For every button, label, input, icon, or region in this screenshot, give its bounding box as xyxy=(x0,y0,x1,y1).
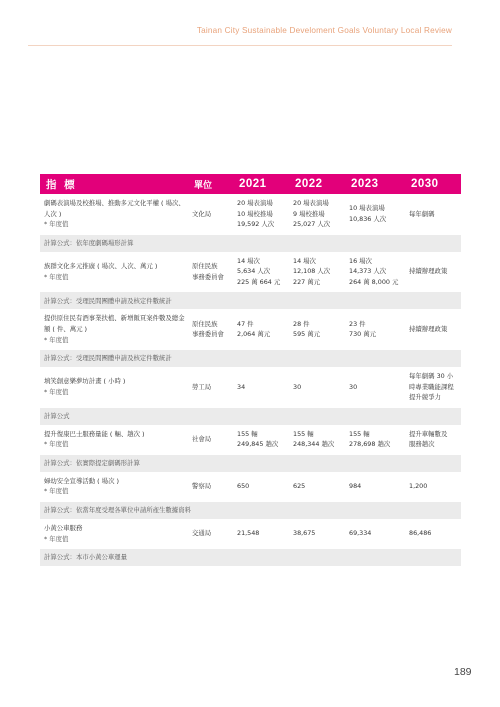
cell-2022: 38,675 xyxy=(291,519,347,549)
cell-2022: 625 xyxy=(291,472,347,502)
cell-2023: 10 場表演場 10,836 人次 xyxy=(347,194,407,234)
cell-unit: 文化局 xyxy=(190,194,235,234)
indicator-note: * 年度值 xyxy=(44,335,69,344)
table-body xyxy=(40,194,461,566)
page-number: 189 xyxy=(454,666,472,678)
formula-row xyxy=(40,407,461,425)
formula-text: 計算公式：受理民間團體申請及核定件數統計 xyxy=(40,350,461,368)
cell-2021: 155 輛 249,845 趟次 xyxy=(235,425,291,455)
cell-indicator xyxy=(40,252,190,292)
cell-unit: 勞工局 xyxy=(190,367,235,407)
formula-row xyxy=(40,292,461,310)
formula-row xyxy=(40,454,461,472)
cell-2023: 155 輛 278,698 趟次 xyxy=(347,425,407,455)
cell-2030: 持續辦理政策 xyxy=(407,252,461,292)
column-header-unit: 單位 xyxy=(190,174,235,194)
cell-2022: 20 場表演場 9 場校推場 25,027 人次 xyxy=(291,194,347,234)
cell-unit: 原住民族 事務委員會 xyxy=(190,309,235,349)
indicator-name: 婦幼安全宣導活動 ( 場次 ) xyxy=(44,476,119,485)
formula-text: 計算公式：依實際提定劇碼形計算 xyxy=(40,454,461,472)
indicator-name: 族群文化多元推廣 ( 場次、人次、萬元 ) xyxy=(44,261,158,270)
cell-2030: 86,486 xyxy=(407,519,461,549)
cell-indicator xyxy=(40,309,190,349)
indicator-name: 提升復康巴士服務量能 ( 輛、趟次 ) xyxy=(44,429,145,438)
column-header-2030: 2030 xyxy=(407,174,461,194)
formula-text: 計算公式：受理民間團體申請及核定件數統計 xyxy=(40,292,461,310)
formula-row xyxy=(40,350,461,368)
indicator-note: * 年度值 xyxy=(44,272,69,281)
formula-row xyxy=(40,234,461,252)
cell-2030: 1,200 xyxy=(407,472,461,502)
cell-2030: 每年劇碼 30 小 時專業職能課程 提升競爭力 xyxy=(407,367,461,407)
formula-text: 計算公式：依當年度受理各單位申請所產生數據資料 xyxy=(40,502,461,520)
table-row xyxy=(40,194,461,234)
table-row xyxy=(40,367,461,407)
formula-row xyxy=(40,549,461,567)
cell-2021: 650 xyxy=(235,472,291,502)
formula-text: 計算公式：本市小黃公車運量 xyxy=(40,549,461,567)
indicator-name: 劇碼表演場及校推場、推動多元文化平權 ( 場次、人次 ) xyxy=(44,199,185,218)
cell-unit: 原住民族 事務委員會 xyxy=(190,252,235,292)
indicator-name: 填笑創意樂夢坊計畫 ( 小時 ) xyxy=(44,377,126,386)
cell-2021: 14 場次 5,634 人次 225 萬 664 元 xyxy=(235,252,291,292)
cell-2030: 每年劇碼 xyxy=(407,194,461,234)
indicator-note: * 年度值 xyxy=(44,487,69,496)
cell-2021: 21,548 xyxy=(235,519,291,549)
column-header-2022: 2022 xyxy=(291,174,347,194)
indicator-name: 提供原住民有酒事業扶植、新增飯頁案件數及總金額 ( 件、萬元 ) xyxy=(44,314,185,333)
table-row xyxy=(40,472,461,502)
cell-2023: 984 xyxy=(347,472,407,502)
formula-text: 計算公式：依年度劇碼場形計算 xyxy=(40,234,461,252)
indicator-note: * 年度值 xyxy=(44,220,69,229)
cell-indicator xyxy=(40,425,190,455)
cell-2030: 持續辦理政策 xyxy=(407,309,461,349)
cell-2023: 69,334 xyxy=(347,519,407,549)
cell-2023: 16 場次 14,373 人次 264 萬 8,000 元 xyxy=(347,252,407,292)
running-header-title: Tainan City Sustainable Develoment Goals Voluntary Local Review xyxy=(196,26,452,35)
cell-2021: 20 場表演場 10 場校推場 19,592 人次 xyxy=(235,194,291,234)
cell-2022: 28 件 595 萬元 xyxy=(291,309,347,349)
formula-text: 計算公式 xyxy=(40,407,461,425)
header-divider xyxy=(28,45,452,46)
column-header-2021: 2021 xyxy=(235,174,291,194)
formula-row xyxy=(40,502,461,520)
cell-indicator xyxy=(40,194,190,234)
cell-2023: 23 件 730 萬元 xyxy=(347,309,407,349)
table-row xyxy=(40,252,461,292)
indicator-name: 小黃公車服務 xyxy=(44,524,83,532)
cell-2022: 30 xyxy=(291,367,347,407)
indicator-note: * 年度值 xyxy=(44,387,69,396)
table-row xyxy=(40,309,461,349)
table-row xyxy=(40,519,461,549)
cell-2021: 34 xyxy=(235,367,291,407)
cell-indicator xyxy=(40,519,190,549)
cell-unit: 交通局 xyxy=(190,519,235,549)
cell-2021: 47 件 2,064 萬元 xyxy=(235,309,291,349)
cell-2030: 提升車輛數及 服務趟次 xyxy=(407,425,461,455)
cell-2023: 30 xyxy=(347,367,407,407)
cell-2022: 155 輛 248,344 趟次 xyxy=(291,425,347,455)
column-header-2023: 2023 xyxy=(347,174,407,194)
cell-indicator xyxy=(40,367,190,407)
cell-unit: 社會局 xyxy=(190,425,235,455)
table-header-row xyxy=(40,174,461,194)
indicator-note: * 年度值 xyxy=(44,534,69,543)
indicator-note: * 年度值 xyxy=(44,440,69,449)
table-row xyxy=(40,425,461,455)
column-header-indicator: 指 標 xyxy=(40,174,190,194)
cell-2022: 14 場次 12,108 人次 227 萬元 xyxy=(291,252,347,292)
indicator-table xyxy=(40,174,461,566)
cell-indicator xyxy=(40,472,190,502)
cell-unit: 警察局 xyxy=(190,472,235,502)
